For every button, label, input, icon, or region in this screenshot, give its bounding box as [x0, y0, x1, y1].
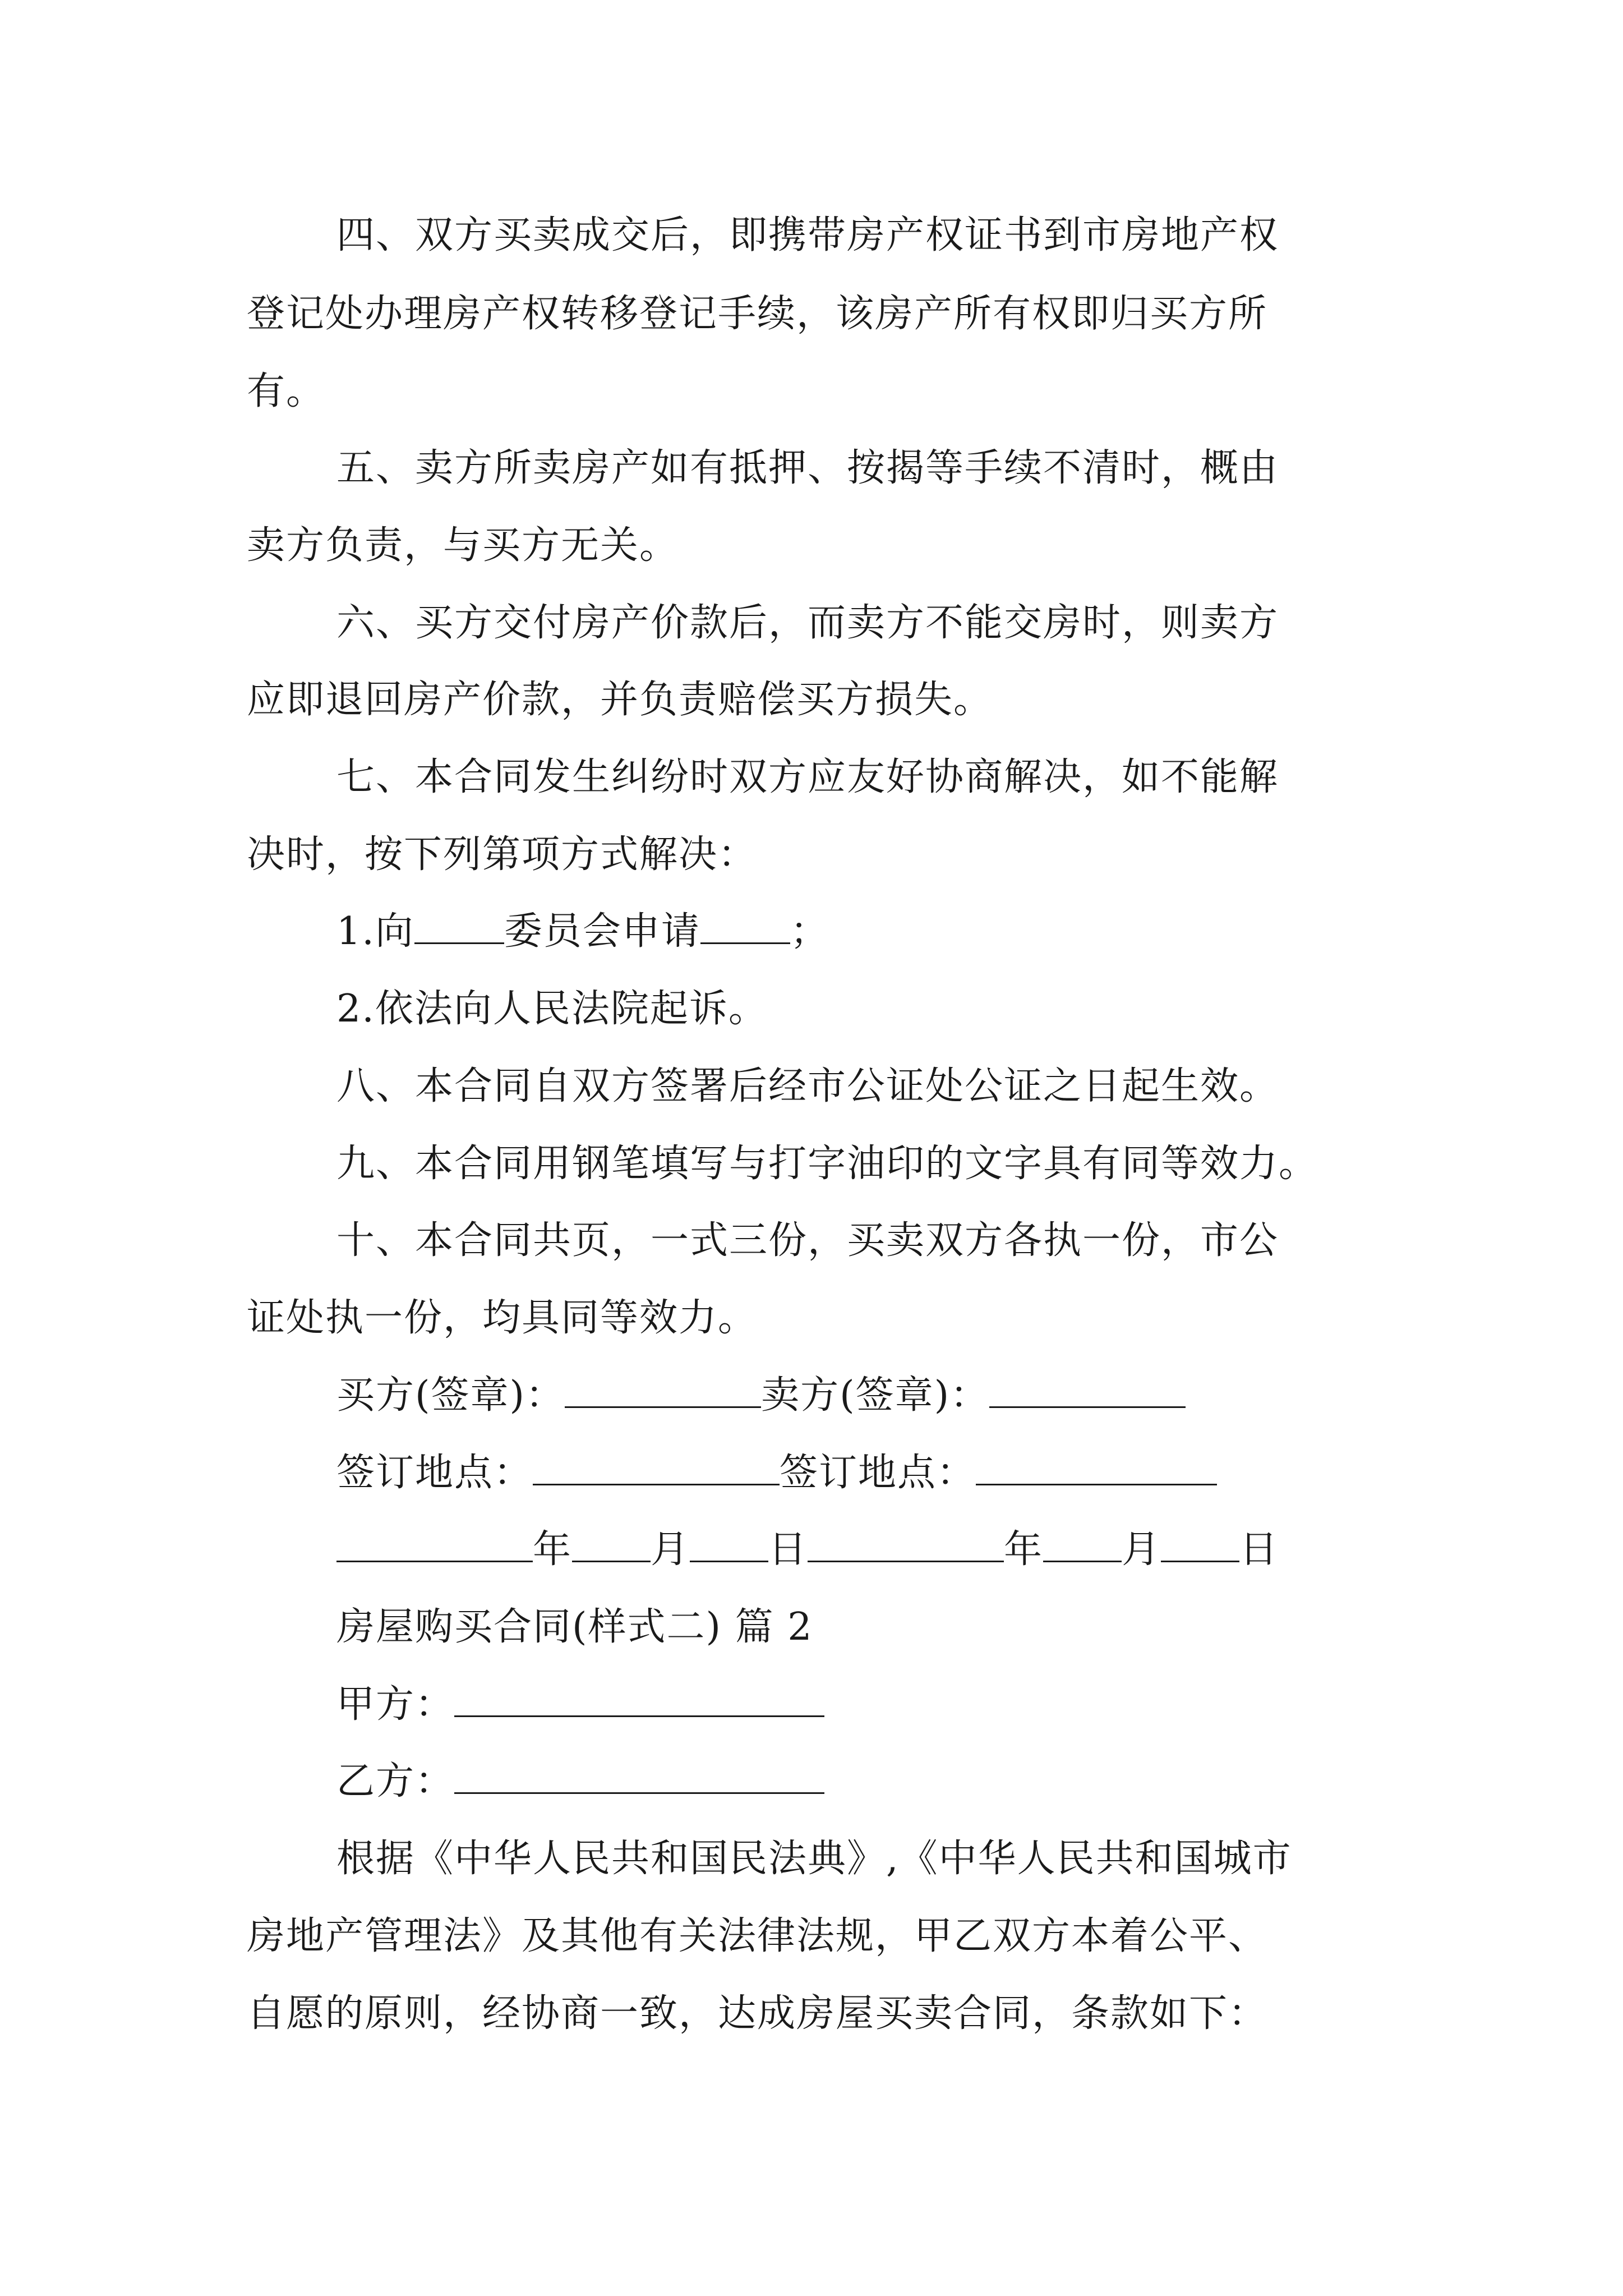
option-2: 2.依法向人民法院起诉。 [336, 987, 768, 1031]
option-1 [336, 904, 829, 960]
option-1-suffix: ； [790, 909, 829, 954]
clause-4-line-1: 四、双方买卖成交后，即携带房产权证书到市房地产权 [336, 213, 1279, 257]
place-blank-2 [976, 1450, 1217, 1485]
party-a-row [336, 1677, 824, 1733]
clause-10-line-2: 证处执一份，均具同等效力。 [247, 1296, 758, 1340]
committee-blank [414, 909, 504, 944]
buyer-signature-label: 买方(签章)： [336, 1373, 565, 1418]
application-blank [700, 909, 790, 944]
clause-7-line-2: 决时，按下列第项方式解决： [247, 832, 758, 877]
clause-10-line-1: 十、本合同共页，一式三份，买卖双方各执一份，市公 [336, 1218, 1279, 1263]
clause-5-line-2: 卖方负责，与买方无关。 [247, 523, 679, 568]
year-blank-1 [336, 1527, 533, 1562]
month-blank-1 [572, 1527, 651, 1562]
clause-4-line-3: 有。 [247, 369, 326, 413]
place-blank-1 [533, 1450, 780, 1485]
month-label-2: 月 [1122, 1527, 1161, 1572]
intro-line-3: 自愿的原则，经协商一致，达成房屋买卖合同，条款如下： [247, 1991, 1268, 2036]
clause-8: 八、本合同自双方签署后经市公证处公证之日起生效。 [336, 1064, 1279, 1108]
year-label-2: 年 [1004, 1527, 1044, 1572]
day-blank-2 [1161, 1527, 1239, 1562]
day-label-1: 日 [768, 1527, 808, 1572]
clause-9: 九、本合同用钢笔填写与打字油印的文字具有同等效力。 [336, 1142, 1318, 1186]
section-2-heading: 房屋购买合同(样式二) 篇 2 [336, 1605, 813, 1649]
intro-line-1: 根据《中华人民共和国民法典》,《中华人民共和国城市 [336, 1837, 1292, 1881]
clause-6-line-1: 六、买方交付房产价款后，而卖方不能交房时，则卖方 [336, 601, 1279, 645]
year-blank-2 [808, 1527, 1004, 1562]
party-b-label: 乙方： [336, 1759, 455, 1803]
clause-6-line-2: 应即退回房产价款，并负责赔偿买方损失。 [247, 678, 993, 722]
option-1-prefix: 1.向 [336, 909, 414, 954]
buyer-signature-blank [565, 1373, 761, 1408]
date-row [336, 1522, 1279, 1578]
seller-signature-blank [989, 1373, 1186, 1408]
signature-row [336, 1368, 1186, 1424]
day-label-2: 日 [1239, 1527, 1279, 1572]
seller-signature-label: 卖方(签章)： [761, 1373, 990, 1418]
month-label-1: 月 [651, 1527, 690, 1572]
party-a-label: 甲方： [336, 1682, 455, 1727]
place-label-2: 签订地点： [780, 1451, 976, 1495]
month-blank-2 [1043, 1527, 1122, 1562]
clause-4-line-2: 登记处办理房产权转移登记手续，该房产所有权即归买方所 [247, 292, 1268, 336]
clause-7-line-1: 七、本合同发生纠纷时双方应友好协商解决，如不能解 [336, 755, 1279, 799]
party-a-blank [454, 1682, 824, 1717]
place-row [336, 1445, 1217, 1501]
day-blank-1 [690, 1527, 768, 1562]
year-label-1: 年 [533, 1527, 573, 1572]
party-b-row [336, 1754, 824, 1810]
party-b-blank [454, 1759, 824, 1794]
option-1-middle: 委员会申请 [504, 909, 700, 954]
clause-5-line-1: 五、卖方所卖房产如有抵押、按揭等手续不清时，概由 [336, 446, 1279, 490]
intro-line-2: 房地产管理法》及其他有关法律法规，甲乙双方本着公平、 [247, 1914, 1268, 1958]
place-label-1: 签订地点： [336, 1451, 533, 1495]
